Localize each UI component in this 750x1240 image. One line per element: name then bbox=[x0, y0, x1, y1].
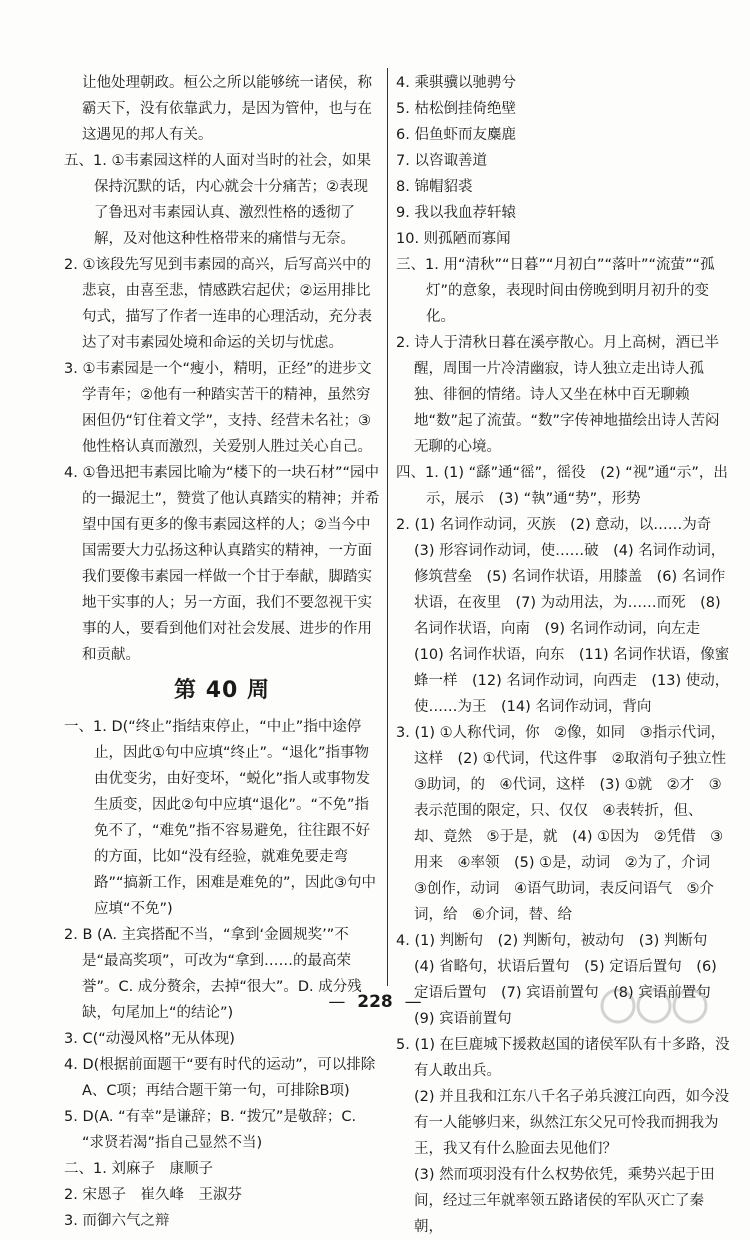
answer-paragraph: 7. 以咨诹善道 bbox=[396, 153, 487, 169]
answer-paragraph: 3. C(“动漫风格”无从体现) bbox=[64, 1031, 235, 1047]
section-heading: 第 40 周 bbox=[174, 678, 270, 703]
answer-paragraph: 5. 枯松倒挂倚绝壁 bbox=[396, 101, 516, 117]
answer-paragraph: 4. 乘骐骥以驰骋兮 bbox=[396, 75, 516, 91]
answer-paragraph: 2. 宋恩子 崔久峰 王淑芬 bbox=[64, 1187, 242, 1203]
page-number: 228 bbox=[357, 992, 393, 1012]
answer-paragraph: 二、1. 刘麻子 康顺子 bbox=[64, 1161, 213, 1177]
answer-paragraph: 8. 锦帽貂裘 bbox=[396, 179, 473, 195]
answer-paragraph: 6. 侣鱼虾而友麋鹿 bbox=[396, 127, 516, 143]
watermark-logo-icon bbox=[596, 986, 736, 1030]
answer-paragraph: 3. ①韦素园是一个“瘦小，精明，正经”的进步文学青年；②他有一种踏实苦干的精神，虽然穷困但仍“钉住着文学”，支持、经营未名社；③他性格认真而激烈，关爱别人胜过关心自己。 bbox=[64, 361, 372, 455]
left-column bbox=[64, 70, 380, 1234]
footer-dash-left: — bbox=[328, 992, 346, 1012]
answer-paragraph: 3. (1) ①人称代词，你 ②像，如同 ③指示代词，这样 (2) ①代词，代这件事 ②取消句子独立性 ③助词，的 ④代词，这样 (3) ①就 ②才 ③表示范围的限定，只、仅仅 ④表转折，但、却、竟然 ⑤于是，就 (4) ①因为 ②凭借 ③用来 ④率领 (5) ①是，动词 ②为了，介词 ③创作，动词 ④语气助词，表反问语气 ⑤介词，给 ⑥介词，替、给 bbox=[396, 725, 741, 923]
answer-paragraph: 9. 我以我血荐轩辕 bbox=[396, 205, 516, 221]
answer-paragraph: 5. (1) 在巨鹿城下援救赵国的诸侯军队有十多路，没有人敢出兵。 bbox=[396, 1037, 730, 1079]
answer-paragraph: 五、1. ①韦素园这样的人面对当时的社会，如果保持沉默的话，内心就会十分痛苦；②表现了鲁迅对韦素园认真、激烈性格的透彻了解，及对他这种性格带来的痛惜与无奈。 bbox=[64, 153, 371, 247]
answer-paragraph: 10. 则孤陋而寡闻 bbox=[396, 231, 511, 247]
answer-paragraph: 2. B (A. 主宾搭配不当，“拿到‘金圆规奖’”不是“最高奖项”，可改为“拿到……的最高荣誉”。C. 成分赘余，去掉“很大”。D. 成分残缺，句尾加上“的结论”) bbox=[64, 927, 362, 1021]
answer-paragraph: 2. (1) 名词作动词，灭族 (2) 意动，以……为奇 (3) 形容词作动词，使……破 (4) 名词作动词，修筑营垒 (5) 名词作状语，用膝盖 (6) 名词作状语，在夜里 (7) 为动用法，为……而死 (8) 名词作状语，向南 (9) 名词作动词，向左走 (10) 名词作状语，向东 (11) 名词作状语，像蜜蜂一样 (12) 名词作动词，向西走 (13) 使动，使……为王 (14) 名词作动词，背向 bbox=[396, 517, 730, 715]
answer-paragraph: 一、1. D(“终止”指结束停止，“中止”指中途停止，因此①句中应填“终止”。“退化”指事物由优变劣，由好变坏，“蜕化”指人或事物发生质变，因此②句中应填“退化”。“不免”指免不了，“难免”指不容易避免，往往跟不好的方面，比如“没有经验，就难免要走弯路”“搞新工作，困难是难免的”，因此③句中应填“不免”) bbox=[64, 719, 377, 917]
answer-paragraph: 2. 诗人于清秋日暮在溪亭散心。月上高树，酒已半醒，周围一片冷清幽寂，诗人独立走出诗人孤独、徘徊的情绪。诗人又坐在林中百无聊赖地“数”起了流萤。“数”字传神地描绘出诗人苦闷无聊的心境。 bbox=[396, 335, 720, 455]
answer-paragraph: (2) 并且我和江东八千名子弟兵渡江向西，如今没有一人能够归来，纵然江东父兄可怜我而拥我为王，我又有什么脸面去见他们？ bbox=[414, 1089, 730, 1157]
column-divider bbox=[387, 68, 388, 986]
right-column bbox=[396, 70, 741, 1240]
answer-paragraph: 4. (1) 判断句 (2) 判断句，被动句 (3) 判断句 (4) 省略句，状语后置句 (5) 定语后置句 (6) 定语后置句 (7) 宾语前置句 (8) 宾语前置句 (9) 宾语前置句 bbox=[396, 933, 726, 1027]
answer-paragraph: 四、1. (1) “繇”通“徭”，徭役 (2) “视”通“示”，出示，展示 (3) “執”通“势”，形势 bbox=[396, 465, 728, 507]
answer-paragraph: 三、1. 用“清秋”“日暮”“月初白”“落叶”“流萤”“孤灯”的意象，表现时间由傍晚到明月初升的变化。 bbox=[396, 257, 715, 325]
answer-paragraph: 5. D(A. “有幸”是谦辞；B. “拨冗”是敬辞；C. “求贤若渴”指自己显然不当) bbox=[64, 1109, 357, 1151]
answer-paragraph: 2. ①该段先写见到韦素园的高兴，后写高兴中的悲哀，由喜至悲，情感跌宕起伏；②运用排比句式，描写了作者一连串的心理活动，充分表达了对韦素园处境和命运的关切与忧虑。 bbox=[64, 257, 372, 351]
answer-paragraph: (3) 然而项羽没有什么权势依凭，乘势兴起于田间，经过三年就率领五路诸侯的军队灭亡了秦朝， bbox=[414, 1167, 715, 1235]
answer-paragraph: 4. D(根据前面题干“要有时代的运动”，可以排除A、C项；再结合题干第一句，可排除B项) bbox=[64, 1057, 376, 1099]
answer-paragraph: 3. 而御六气之辩 bbox=[64, 1213, 170, 1229]
answer-paragraph: 让他处理朝政。桓公之所以能够统一诸侯，称霸天下，没有依靠武力，是因为管仲，也与在这遇见的邦人有关。 bbox=[82, 75, 372, 143]
answer-paragraph: 4. ①鲁迅把韦素园比喻为“楼下的一块石材”“园中的一撮泥土”，赞赏了他认真踏实的精神；并希望中国有更多的像韦素园这样的人；②当今中国需要大力弘扬这种认真踏实的精神，一方面我们要像韦素园一样做一个甘于奉献，脚踏实地干实事的人；另一方面，我们不要忽视干实事的人，要看到他们对社会发展、进步的作用和贡献。 bbox=[64, 465, 380, 663]
footer-dash-right: — bbox=[404, 992, 422, 1012]
watermark bbox=[596, 986, 736, 1030]
